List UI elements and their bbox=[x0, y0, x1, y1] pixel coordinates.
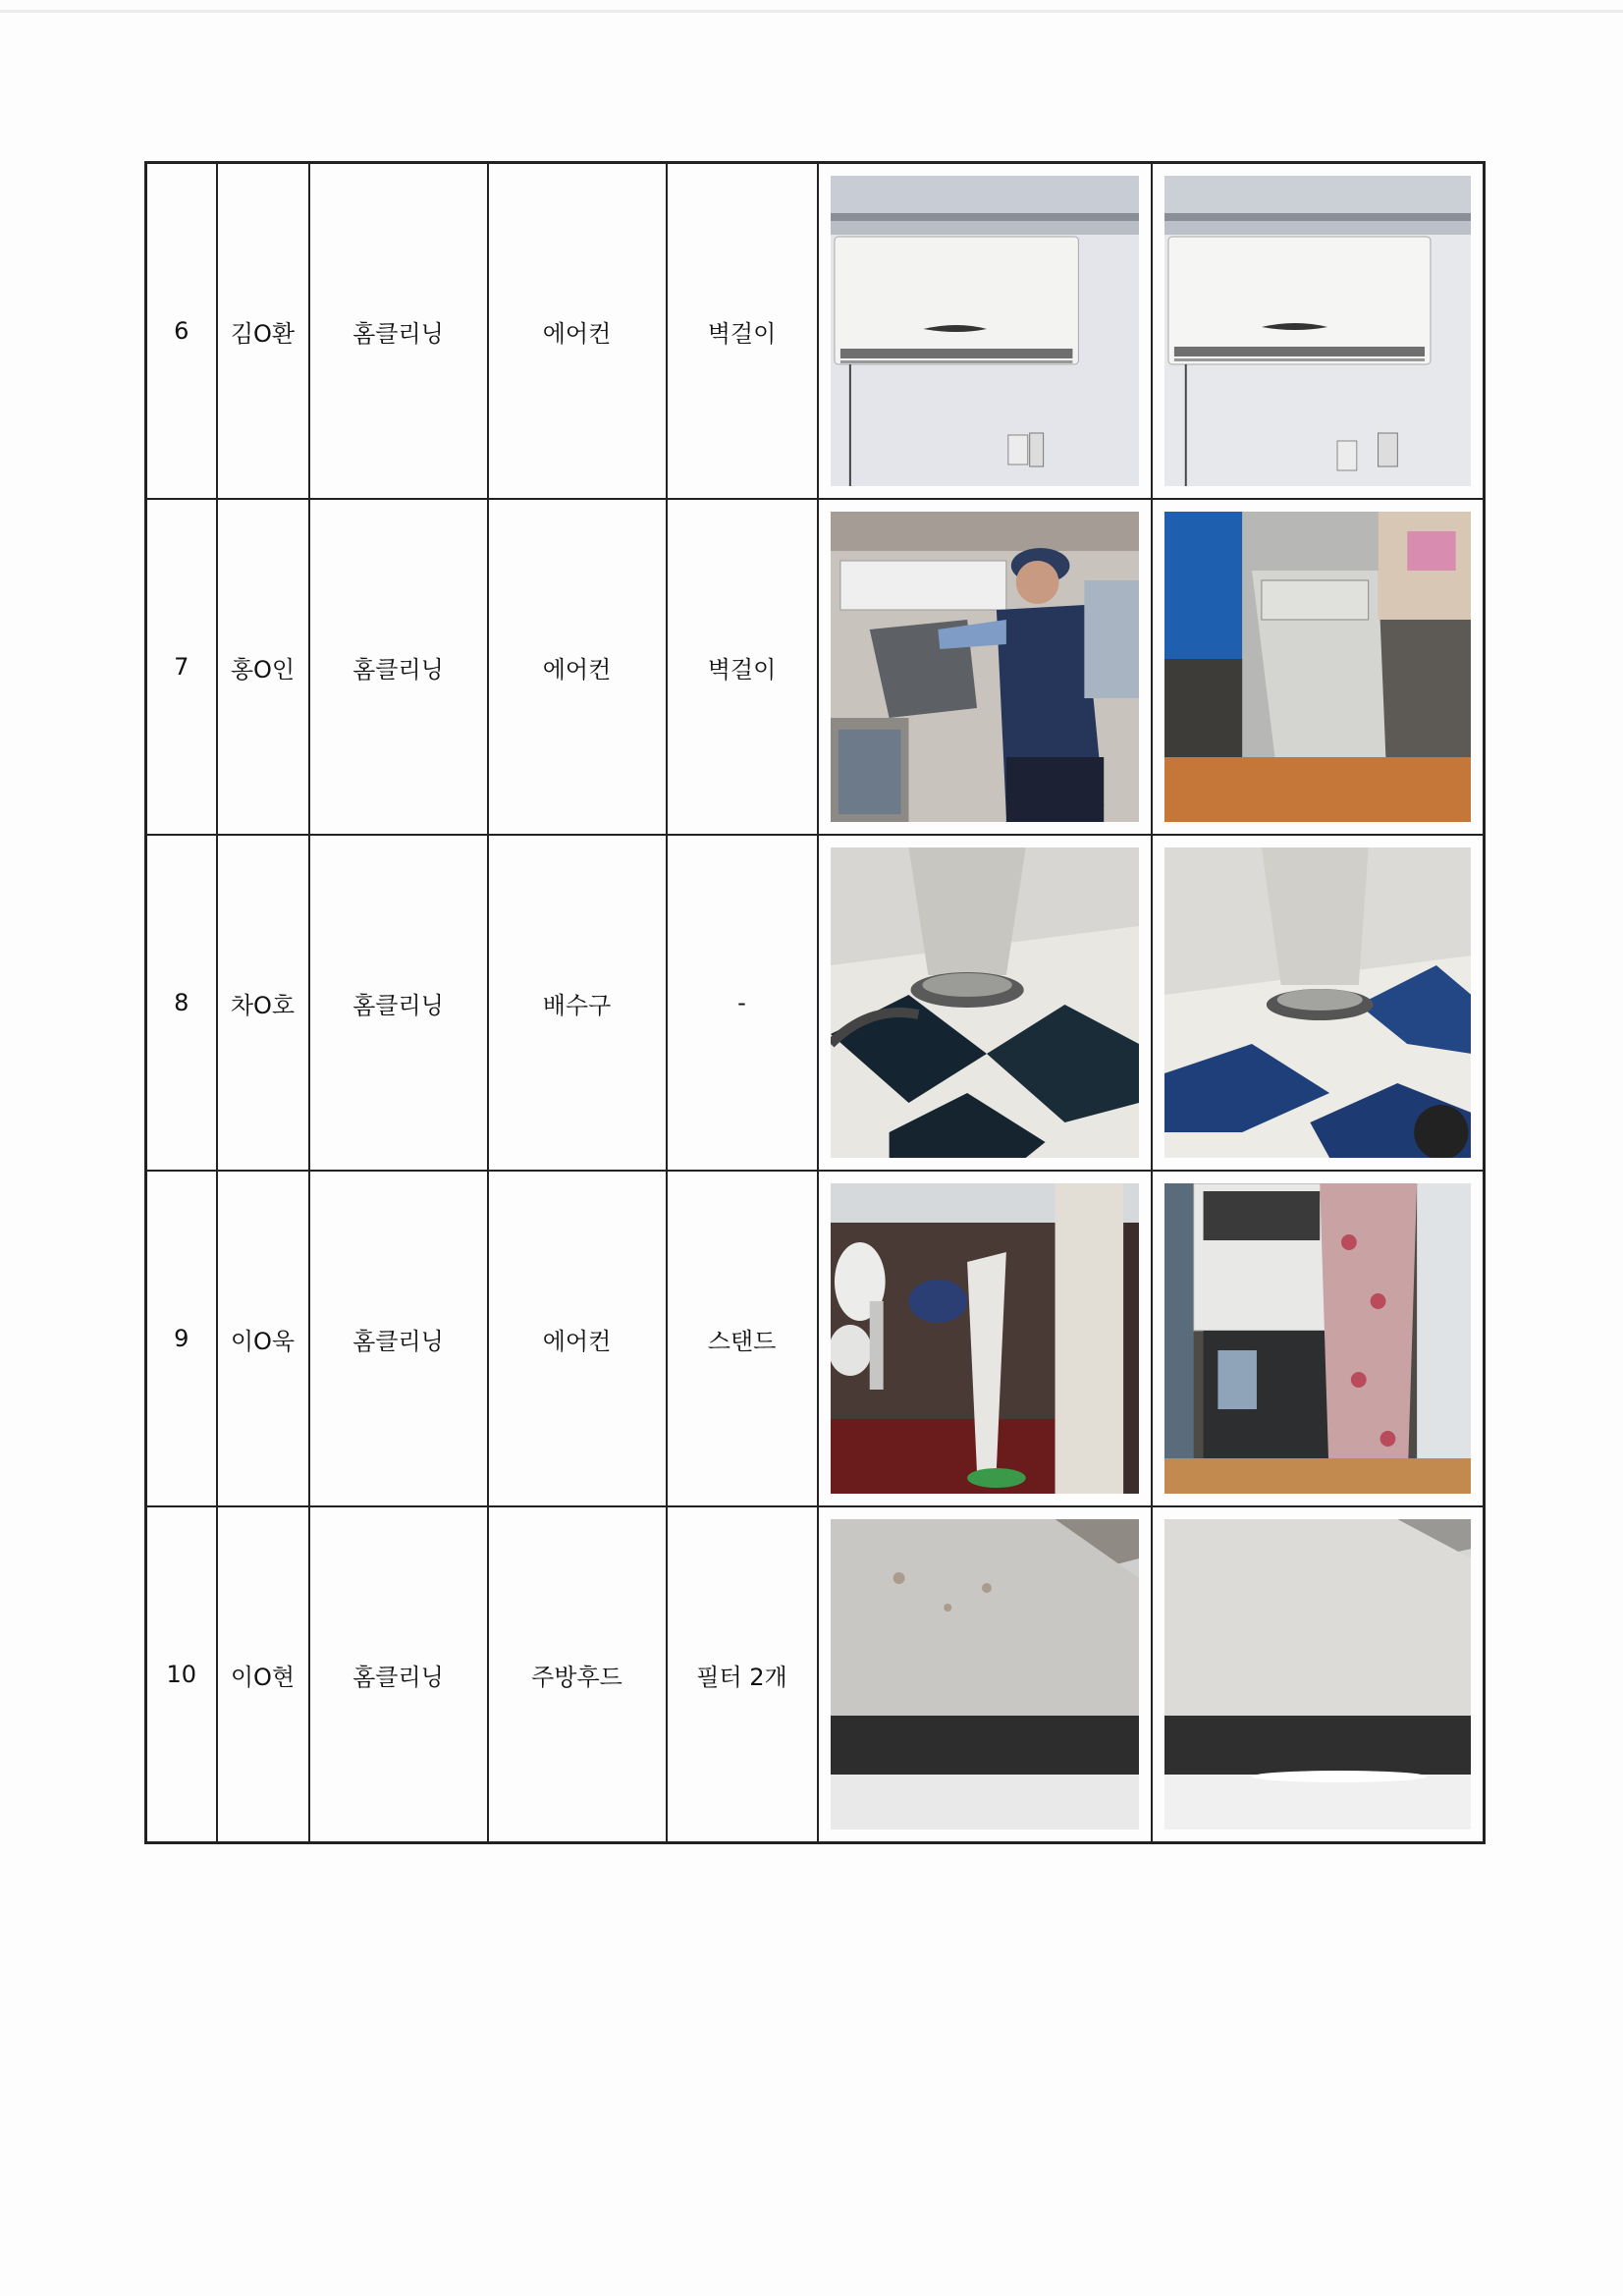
item-detail: 스탠드 bbox=[667, 1171, 818, 1506]
customer-name: 김O환 bbox=[217, 163, 309, 500]
cleaning-item: 에어컨 bbox=[488, 163, 667, 500]
service-type: 홈클리닝 bbox=[309, 1506, 488, 1843]
floor-drain-photo bbox=[831, 847, 1139, 1158]
customer-name: 차O호 bbox=[217, 835, 309, 1171]
table-row bbox=[146, 1506, 1485, 1843]
row-number: 8 bbox=[146, 835, 217, 1171]
wall-ac-photo bbox=[1164, 176, 1472, 486]
table-row bbox=[146, 163, 1485, 500]
item-detail: - bbox=[667, 835, 818, 1171]
cleaning-item: 에어컨 bbox=[488, 499, 667, 835]
cleaning-records-table bbox=[144, 161, 1486, 1844]
before-photo-cell bbox=[818, 499, 1152, 835]
row-number: 10 bbox=[146, 1506, 217, 1843]
row-number: 9 bbox=[146, 1171, 217, 1506]
before-photo-cell bbox=[818, 1506, 1152, 1843]
item-detail: 벽걸이 bbox=[667, 499, 818, 835]
row-number: 6 bbox=[146, 163, 217, 500]
ac-unit-corner-photo bbox=[1164, 512, 1472, 822]
item-detail: 필터 2개 bbox=[667, 1506, 818, 1843]
cleaning-item: 에어컨 bbox=[488, 1171, 667, 1506]
before-photo-cell bbox=[818, 1171, 1152, 1506]
floor-drain-photo bbox=[1164, 847, 1472, 1158]
after-photo-cell bbox=[1152, 1506, 1485, 1843]
scan-top-edge bbox=[0, 10, 1623, 13]
item-detail: 벽걸이 bbox=[667, 163, 818, 500]
cleaning-item: 배수구 bbox=[488, 835, 667, 1171]
before-photo-cell bbox=[818, 835, 1152, 1171]
after-photo-cell bbox=[1152, 835, 1485, 1171]
stand-ac-curtain-photo bbox=[1164, 1183, 1472, 1494]
service-type: 홈클리닝 bbox=[309, 163, 488, 500]
wall-ac-photo bbox=[831, 176, 1139, 486]
customer-name: 이O욱 bbox=[217, 1171, 309, 1506]
table-row bbox=[146, 835, 1485, 1171]
customer-name: 이O현 bbox=[217, 1506, 309, 1843]
table-row bbox=[146, 1171, 1485, 1506]
range-hood-photo bbox=[831, 1519, 1139, 1830]
after-photo-cell bbox=[1152, 1171, 1485, 1506]
customer-name: 홍O인 bbox=[217, 499, 309, 835]
row-number: 7 bbox=[146, 499, 217, 835]
service-type: 홈클리닝 bbox=[309, 499, 488, 835]
range-hood-photo bbox=[1164, 1519, 1472, 1830]
table-row bbox=[146, 499, 1485, 835]
cleaning-item: 주방후드 bbox=[488, 1506, 667, 1843]
after-photo-cell bbox=[1152, 499, 1485, 835]
technician-cleaning-ac-photo bbox=[831, 512, 1139, 822]
service-type: 홈클리닝 bbox=[309, 835, 488, 1171]
technician-bathroom-photo bbox=[831, 1183, 1139, 1494]
before-photo-cell bbox=[818, 163, 1152, 500]
service-type: 홈클리닝 bbox=[309, 1171, 488, 1506]
after-photo-cell bbox=[1152, 163, 1485, 500]
